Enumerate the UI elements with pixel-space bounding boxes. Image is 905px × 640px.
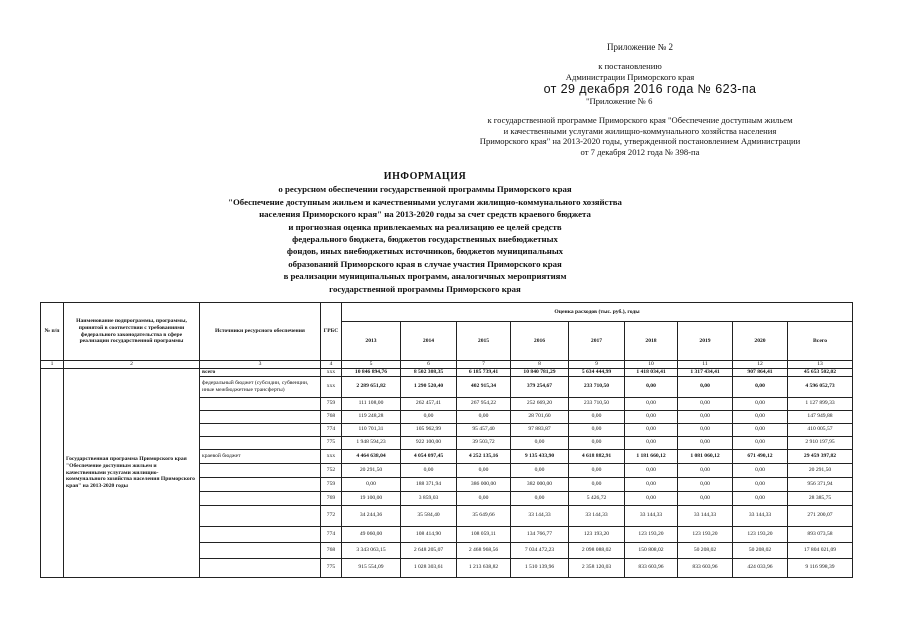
- source-cell: [200, 505, 321, 526]
- value-cell: 123 193,20: [678, 526, 733, 542]
- title-line: образований Приморского края в случае участия Приморского края: [288, 258, 562, 269]
- value-cell: 233 710,50: [569, 376, 625, 397]
- source-cell: [200, 436, 321, 449]
- column-number: 12: [733, 361, 788, 369]
- value-cell: 262 457,41: [401, 397, 457, 410]
- value-cell: 2 910 197,95: [788, 436, 853, 449]
- grbs-cell: 775: [321, 436, 342, 449]
- grbs-cell: 774: [321, 423, 342, 436]
- source-cell: федеральный бюджет (субсидии, субвенции, иные межбюджетные трансферты): [200, 376, 321, 397]
- value-cell: 35 649,66: [457, 505, 511, 526]
- value-cell: 956 371,94: [788, 477, 853, 491]
- value-cell: 0,00: [457, 463, 511, 477]
- value-cell: 6 185 739,41: [457, 369, 511, 377]
- source-cell: краевой бюджет: [200, 449, 321, 463]
- value-cell: 0,00: [625, 463, 678, 477]
- title-line: федерального бюджета, бюджетов государственных внебюджетных: [292, 234, 558, 245]
- value-cell: 0,00: [733, 436, 788, 449]
- value-cell: 0,00: [733, 491, 788, 505]
- column-number: 10: [625, 361, 678, 369]
- value-cell: 2 289 651,82: [342, 376, 401, 397]
- value-cell: 1 181 660,12: [625, 449, 678, 463]
- value-cell: 1 290 520,40: [401, 376, 457, 397]
- value-cell: 108 059,11: [457, 526, 511, 542]
- table-row: [41, 369, 853, 377]
- value-cell: 0,00: [511, 463, 569, 477]
- source-cell: всего: [200, 369, 321, 377]
- value-cell: 0,00: [678, 423, 733, 436]
- value-cell: 0,00: [733, 397, 788, 410]
- value-cell: 108 414,90: [401, 526, 457, 542]
- source-cell: [200, 463, 321, 477]
- value-cell: 267 954,22: [457, 397, 511, 410]
- value-cell: 39 503,72: [457, 436, 511, 449]
- column-number: 9: [569, 361, 625, 369]
- grbs-cell: 772: [321, 505, 342, 526]
- administration-label: Администрации Приморского края: [565, 72, 695, 82]
- header-num: № п/п: [41, 303, 64, 361]
- value-cell: 35 584,40: [401, 505, 457, 526]
- value-cell: 33 144,33: [511, 505, 569, 526]
- value-cell: 424 033,96: [733, 558, 788, 577]
- year-header: 2014: [401, 322, 457, 361]
- program-name-cell: Государственная программа Приморского края "Обеспечение доступным жильем и качественными услугами жилищно-коммунального хозяйства населения Приморского края" на 2013-2020 годы: [64, 369, 200, 578]
- source-cell: [200, 526, 321, 542]
- value-cell: 0,00: [511, 491, 569, 505]
- value-cell: 0,00: [733, 463, 788, 477]
- value-cell: 8 502 308,35: [401, 369, 457, 377]
- value-cell: 17 804 021,09: [788, 542, 853, 558]
- value-cell: 4 618 882,91: [569, 449, 625, 463]
- column-number: 13: [788, 361, 853, 369]
- value-cell: 119 248,28: [342, 410, 401, 423]
- grbs-cell: 752: [321, 463, 342, 477]
- value-cell: 0,00: [457, 410, 511, 423]
- column-number: 4: [321, 361, 342, 369]
- appendix-6-label: "Приложение № 6: [586, 96, 653, 106]
- grbs-cell: ххх: [321, 449, 342, 463]
- value-cell: 110 701,31: [342, 423, 401, 436]
- year-header: 2015: [457, 322, 511, 361]
- value-cell: 4 252 135,16: [457, 449, 511, 463]
- source-cell: [200, 423, 321, 436]
- decree-ref-label: к постановлению: [598, 61, 662, 71]
- value-cell: 111 108,00: [342, 397, 401, 410]
- value-cell: 0,00: [733, 477, 788, 491]
- column-number: 6: [401, 361, 457, 369]
- value-cell: 9 135 433,90: [511, 449, 569, 463]
- program-reference-line: и качественными услугами жилищно-коммунального хозяйства населения: [503, 125, 777, 136]
- table-header-row: [41, 303, 853, 322]
- value-cell: 0,00: [342, 477, 401, 491]
- resource-table: [40, 302, 853, 578]
- value-cell: 1 213 638,82: [457, 558, 511, 577]
- grbs-cell: ххх: [321, 376, 342, 397]
- value-cell: 1 418 034,41: [625, 369, 678, 377]
- year-header: 2017: [569, 322, 625, 361]
- value-cell: 5 426,72: [569, 491, 625, 505]
- value-cell: 0,00: [569, 423, 625, 436]
- value-cell: 4 596 052,73: [788, 376, 853, 397]
- value-cell: 0,00: [678, 477, 733, 491]
- grbs-cell: 759: [321, 397, 342, 410]
- value-cell: 0,00: [678, 376, 733, 397]
- value-cell: 33 144,33: [625, 505, 678, 526]
- value-cell: 0,00: [625, 410, 678, 423]
- column-number: 3: [200, 361, 321, 369]
- value-cell: 147 949,88: [788, 410, 853, 423]
- value-cell: 0,00: [625, 436, 678, 449]
- value-cell: 0,00: [678, 491, 733, 505]
- value-cell: 0,00: [569, 436, 625, 449]
- header-name: Наименование подпрограммы, программы, принятой в соответствии с требованиями федерального законодательства в сфере реализации государственной программы: [64, 303, 200, 361]
- value-cell: 252 669,20: [511, 397, 569, 410]
- program-reference-line: от 7 декабря 2012 года № 398-па: [580, 146, 700, 157]
- grbs-cell: ххх: [321, 369, 342, 377]
- decree-date: от 29 декабря 2016 года № 623-па: [543, 82, 757, 96]
- title-main: ИНФОРМАЦИЯ: [383, 171, 467, 182]
- grbs-cell: 774: [321, 526, 342, 542]
- value-cell: 379 254,67: [511, 376, 569, 397]
- value-cell: 1 510 139,96: [511, 558, 569, 577]
- value-cell: 2 648 205,07: [401, 542, 457, 558]
- value-cell: 410 005,57: [788, 423, 853, 436]
- value-cell: 5 634 444,99: [569, 369, 625, 377]
- source-cell: [200, 397, 321, 410]
- value-cell: 0,00: [678, 463, 733, 477]
- column-number: 5: [342, 361, 401, 369]
- value-cell: 1 028 303,61: [401, 558, 457, 577]
- value-cell: 123 193,20: [733, 526, 788, 542]
- source-cell: [200, 477, 321, 491]
- source-cell: [200, 542, 321, 558]
- grbs-cell: 775: [321, 558, 342, 577]
- value-cell: 1 948 594,23: [342, 436, 401, 449]
- value-cell: 20 291,50: [788, 463, 853, 477]
- value-cell: 0,00: [733, 423, 788, 436]
- year-header: 2016: [511, 322, 569, 361]
- year-header: 2020: [733, 322, 788, 361]
- value-cell: 19 100,00: [342, 491, 401, 505]
- value-cell: 28 701,60: [511, 410, 569, 423]
- title-line: населения Приморского края" на 2013-2020 годы за счет средств краевого бюджета: [259, 209, 591, 220]
- column-number-row: [41, 361, 853, 369]
- source-cell: [200, 491, 321, 505]
- value-cell: 105 962,99: [401, 423, 457, 436]
- title-line: в реализации муниципальных программ, аналогичных мероприятиям: [283, 271, 567, 282]
- value-cell: 1 317 434,41: [678, 369, 733, 377]
- row-number-cell: [41, 369, 64, 578]
- value-cell: 671 490,12: [733, 449, 788, 463]
- source-cell: [200, 558, 321, 577]
- program-reference: [440, 115, 840, 157]
- value-cell: 0,00: [625, 491, 678, 505]
- value-cell: 922 100,00: [401, 436, 457, 449]
- value-cell: 50 208,02: [678, 542, 733, 558]
- value-cell: 0,00: [625, 397, 678, 410]
- value-cell: 2 358 120,03: [569, 558, 625, 577]
- table-body: [41, 369, 853, 578]
- value-cell: 0,00: [569, 477, 625, 491]
- value-cell: 49 060,00: [342, 526, 401, 542]
- header-estimate: Оценка расходов (тыс. руб.), годы: [342, 303, 853, 322]
- value-cell: 0,00: [733, 410, 788, 423]
- value-cell: 33 144,33: [569, 505, 625, 526]
- year-header: Всего: [788, 322, 853, 361]
- value-cell: 28 385,75: [788, 491, 853, 505]
- title-line: о ресурсном обеспечении государственной программы Приморского края: [278, 184, 572, 195]
- title-line: "Обеспечение доступным жильем и качественными услугами жилищно-коммунального хозяйства: [228, 196, 622, 207]
- value-cell: 2 468 968,56: [457, 542, 511, 558]
- value-cell: 0,00: [457, 491, 511, 505]
- value-cell: 0,00: [625, 423, 678, 436]
- value-cell: 386 000,00: [457, 477, 511, 491]
- value-cell: 233 710,50: [569, 397, 625, 410]
- grbs-cell: 769: [321, 491, 342, 505]
- value-cell: 123 193,20: [625, 526, 678, 542]
- value-cell: 0,00: [511, 436, 569, 449]
- value-cell: 134 766,77: [511, 526, 569, 542]
- value-cell: 123 193,20: [569, 526, 625, 542]
- value-cell: 7 034 472,23: [511, 542, 569, 558]
- program-reference-line: Приморского края" на 2013-2020 годы, утвержденной постановлением Администрации: [479, 136, 801, 147]
- value-cell: 4 464 638,04: [342, 449, 401, 463]
- year-header: 2013: [342, 322, 401, 361]
- value-cell: 34 244,36: [342, 505, 401, 526]
- grbs-cell: 759: [321, 477, 342, 491]
- value-cell: 45 653 502,02: [788, 369, 853, 377]
- value-cell: 0,00: [401, 410, 457, 423]
- appendix-2-label: Приложение № 2: [607, 42, 673, 52]
- column-number: 7: [457, 361, 511, 369]
- value-cell: 0,00: [569, 463, 625, 477]
- value-cell: 382 000,00: [511, 477, 569, 491]
- value-cell: 915 554,09: [342, 558, 401, 577]
- year-header: 2019: [678, 322, 733, 361]
- header-source: Источники ресурсного обеспечения: [200, 303, 321, 361]
- value-cell: 833 603,96: [625, 558, 678, 577]
- title-line: фондов, иных внебюджетных источников, бюджетов муниципальных: [286, 246, 564, 257]
- value-cell: 0,00: [569, 410, 625, 423]
- column-number: 8: [511, 361, 569, 369]
- value-cell: 97 883,87: [511, 423, 569, 436]
- value-cell: 50 208,02: [733, 542, 788, 558]
- value-cell: 271 200,07: [788, 505, 853, 526]
- year-header: 2018: [625, 322, 678, 361]
- value-cell: 2 098 088,02: [569, 542, 625, 558]
- value-cell: 402 915,34: [457, 376, 511, 397]
- document-title: [190, 171, 660, 295]
- value-cell: 0,00: [678, 410, 733, 423]
- value-cell: 0,00: [733, 376, 788, 397]
- value-cell: 0,00: [625, 477, 678, 491]
- value-cell: 0,00: [401, 463, 457, 477]
- value-cell: 3 343 063,15: [342, 542, 401, 558]
- grbs-cell: 768: [321, 542, 342, 558]
- header-grbs: ГРБС: [321, 303, 342, 361]
- value-cell: 20 291,50: [342, 463, 401, 477]
- value-cell: 10 846 894,76: [342, 369, 401, 377]
- program-reference-line: к государственной программе Приморского края "Обеспечение доступным жильем: [487, 115, 793, 125]
- value-cell: 95 457,40: [457, 423, 511, 436]
- value-cell: 0,00: [678, 397, 733, 410]
- value-cell: 10 840 781,29: [511, 369, 569, 377]
- value-cell: 907 864,41: [733, 369, 788, 377]
- value-cell: 9 116 998,39: [788, 558, 853, 577]
- column-number: 2: [64, 361, 200, 369]
- column-number: 1: [41, 361, 64, 369]
- value-cell: 833 603,96: [678, 558, 733, 577]
- value-cell: 188 371,94: [401, 477, 457, 491]
- value-cell: 0,00: [625, 376, 678, 397]
- title-line: государственной программы Приморского края: [329, 283, 521, 294]
- value-cell: 150 808,02: [625, 542, 678, 558]
- value-cell: 1 127 899,33: [788, 397, 853, 410]
- title-line: и прогнозная оценка привлекаемых на реализацию ее целей средств: [288, 221, 562, 232]
- value-cell: 893 073,58: [788, 526, 853, 542]
- source-cell: [200, 410, 321, 423]
- value-cell: 3 859,03: [401, 491, 457, 505]
- value-cell: 4 054 097,45: [401, 449, 457, 463]
- value-cell: 0,00: [678, 436, 733, 449]
- value-cell: 1 081 060,12: [678, 449, 733, 463]
- value-cell: 33 144,33: [678, 505, 733, 526]
- value-cell: 33 144,33: [733, 505, 788, 526]
- column-number: 11: [678, 361, 733, 369]
- value-cell: 29 459 397,82: [788, 449, 853, 463]
- grbs-cell: 768: [321, 410, 342, 423]
